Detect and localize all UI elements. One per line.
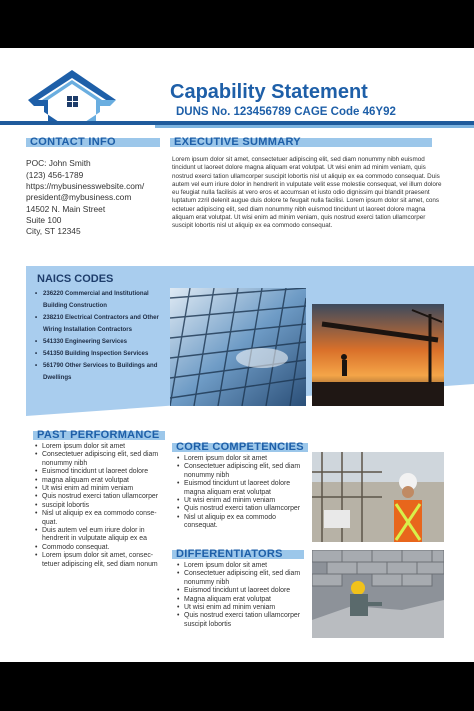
executive-summary-heading: EXECUTIVE SUMMARY bbox=[170, 136, 432, 148]
list-item: • Lorem ipsum dolor sit amet bbox=[34, 443, 162, 451]
naics-item: • 238210 Electrical Contractors and Other Wiring Installation Contractors bbox=[34, 312, 164, 336]
naics-list bbox=[34, 288, 164, 384]
list-item: • Consectetuer adipiscing elit, sed diam nonummy nibh bbox=[176, 570, 306, 587]
list-item: • Commodo consequat. bbox=[34, 544, 162, 552]
list-item: • Consectetuer adipiscing elit, sed diam nonummy nibh bbox=[34, 451, 162, 468]
list-item: • Ut wisi enim ad minim veniam bbox=[176, 497, 306, 505]
naics-item: • 561790 Other Services to Buildings and Dwellings bbox=[34, 360, 164, 384]
safety-worker-photo bbox=[312, 452, 444, 542]
naics-heading: NAICS CODES bbox=[37, 273, 114, 285]
crane-sunset-photo bbox=[312, 304, 444, 406]
contact-city: City, ST 12345 bbox=[26, 226, 81, 236]
list-item: • Quis nostrud exerci tation ullamcorper suscipit lobortis bbox=[176, 612, 306, 629]
glass-building-photo bbox=[170, 288, 306, 406]
contact-email[interactable]: president@mybusiness.com bbox=[26, 192, 132, 202]
list-item: • Magna aliquam erat volutpat bbox=[176, 596, 306, 604]
naics-item: • 236220 Commercial and Institutional Building Construction bbox=[34, 288, 164, 312]
list-item: • Nisl ut aliquip ex ea commodo consequat. bbox=[176, 514, 306, 531]
list-item: • Quis nostrud exerci tation ullamcorper bbox=[176, 505, 306, 513]
list-item: • Nisl ut aliquip ex ea commodo conse-quat. bbox=[34, 510, 162, 527]
core-competencies-heading: CORE COMPETENCIES bbox=[172, 441, 308, 453]
house-logo-icon bbox=[24, 66, 120, 128]
contact-suite: Suite 100 bbox=[26, 215, 62, 225]
list-item: • Lorem ipsum dolor sit amet bbox=[176, 562, 306, 570]
list-item: • Euismod tincidunt ut laoreet dolore bbox=[176, 587, 306, 595]
capability-statement-page bbox=[0, 48, 474, 662]
contact-poc: POC: John Smith bbox=[26, 158, 91, 168]
list-item: • Euismod tincidunt ut laoreet dolore bbox=[34, 468, 162, 476]
naics-item: • 541350 Building Inspection Services bbox=[34, 348, 164, 360]
bricklayer-photo bbox=[312, 550, 444, 638]
list-item: • Ut wisi enim ad minim veniam bbox=[34, 485, 162, 493]
contact-website[interactable]: https://mybusinesswebsite.com/ bbox=[26, 181, 145, 191]
past-performance-heading: PAST PERFORMANCE bbox=[33, 429, 165, 441]
executive-summary-text: Lorem ipsum dolor sit amet, consectetuer adipiscing elit, sed diam nonummy nibh euismod tincidunt ut laoreet dolore magna aliquam erat volutpat. Ut wisi enim ad minim veniam, quis nostrud exerci tation ullamcorper suscipit lobortis nisl ut aliquip ex ea commodo consequat. Duis autem vel eum iriure dolor in hendrerit in vulputate velit esse molestie consequat, vel illum dolore eu feugiat nulla facilisis at vero eros et accumsan et iusto odio dignissim qui blandit praesent luptatum zzril delenit augue duis dolore te feugait nulla facilisi. Lorem ipsum dolor sit amet, cons ectetuer adipiscing elit, sed diam nonummy nibh euismod tincidunt ut laoreet dolore magna aliquam erat volutpat. Ut wisi enim ad minim veniam, quis nostrud exerci tation ullamcorper suscipit lobortis nisl ut aliquip ex ea commodo consequat. bbox=[172, 156, 442, 230]
contact-heading: CONTACT INFO bbox=[26, 136, 160, 148]
list-item: • Euismod tincidunt ut laoreet dolore magna aliquam erat volutpat bbox=[176, 480, 306, 497]
page-title: Capability Statement bbox=[170, 81, 368, 103]
differentiators-heading: DIFFERENTIATORS bbox=[172, 548, 304, 560]
list-item: • magna aliquam erat volutpat bbox=[34, 477, 162, 485]
core-competencies-list bbox=[176, 455, 306, 531]
list-item: • Ut wisi enim ad minim veniam bbox=[176, 604, 306, 612]
page-subtitle: DUNS No. 123456789 CAGE Code 46Y92 bbox=[176, 106, 396, 118]
list-item: • suscipit lobortis bbox=[34, 502, 162, 510]
list-item: • Quis nostrud exerci tation ullamcorper bbox=[34, 493, 162, 501]
list-item: • Lorem ipsum dolor sit amet bbox=[176, 455, 306, 463]
list-item: • Lorem ipsum dolor sit amet, consec-tetuer adipiscing elit, sed diam nonum bbox=[34, 552, 162, 569]
past-performance-list bbox=[34, 443, 162, 569]
contact-street: 14502 N. Main Street bbox=[26, 204, 106, 214]
list-item: • Duis autem vel eum iriure dolor in hendrerit in vulputate aliquip ex ea bbox=[34, 527, 162, 544]
naics-item: • 541330 Engineering Services bbox=[34, 336, 164, 348]
contact-phone: (123) 456-1789 bbox=[26, 170, 84, 180]
header-divider-accent bbox=[155, 125, 474, 128]
differentiators-list bbox=[176, 562, 306, 629]
list-item: • Consectetuer adipiscing elit, sed diam nonummy nibh bbox=[176, 463, 306, 480]
